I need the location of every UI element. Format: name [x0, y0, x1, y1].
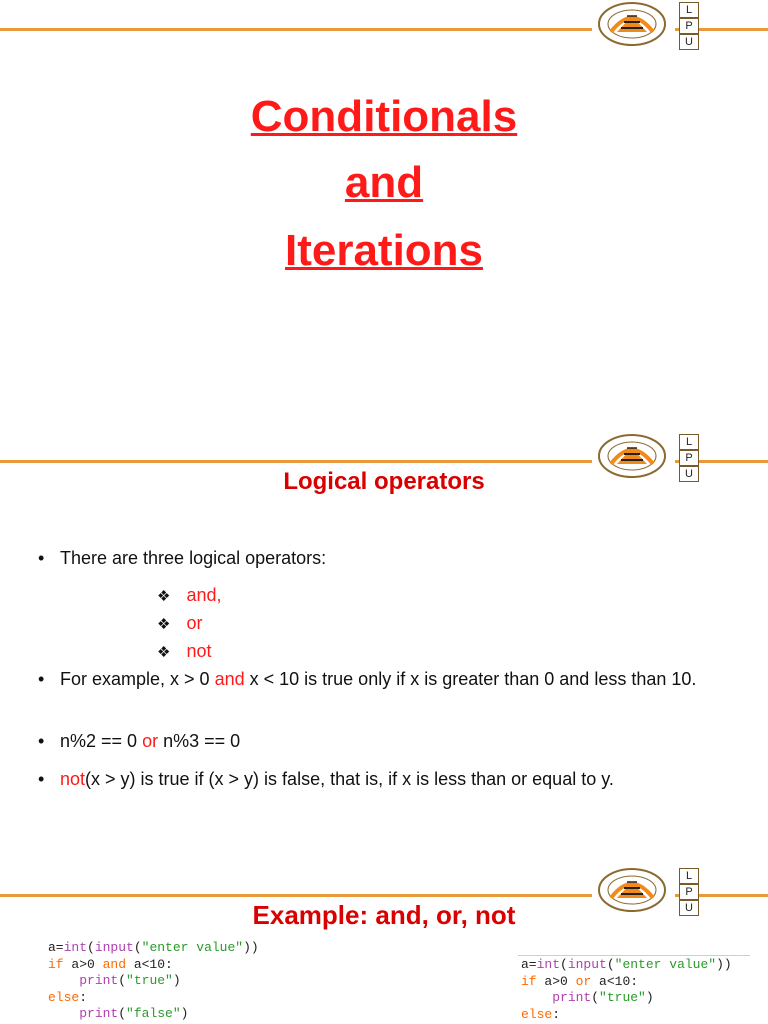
bullet-example-and: • For example, x > 0 and x < 10 is true only if x is greater than 0 and less than 10. [38, 669, 697, 689]
lpu-letter-u: U [679, 34, 699, 50]
bullet-intro: • There are three logical operators: [38, 548, 327, 568]
lpu-letter-l: L [679, 434, 699, 450]
diamond-bullet-icon: ❖ [157, 644, 171, 661]
code-divider [518, 955, 750, 956]
slide-example [0, 840, 768, 1024]
bullet-example-not: • not(x > y) is true if (x > y) is false, that is, if x is less than or equal to y. [38, 769, 614, 789]
bullet-example-or: • n%2 == 0 or n%3 == 0 [38, 731, 241, 751]
lpu-letter-p: P [679, 450, 699, 466]
slide-title [0, 0, 768, 420]
lpu-letter-u: U [679, 466, 699, 482]
lpu-letter-u: U [679, 900, 699, 916]
diamond-bullet-icon: ❖ [157, 588, 171, 605]
title-line-1: Conditionals [250, 92, 518, 141]
diamond-bullet-icon: ❖ [157, 616, 171, 633]
code-block-or: a=int(input("enter value")) if a>0 or a<10: print("true") else: [521, 957, 732, 1022]
header-rule [0, 28, 592, 31]
title-line-3: Iterations [284, 226, 484, 275]
lpu-emblem-icon [597, 2, 667, 46]
lpu-letter-p: P [679, 884, 699, 900]
header-rule [0, 460, 592, 463]
operator-and: ❖ and, [157, 585, 222, 605]
slide-heading: Example: and, or, not [252, 900, 516, 930]
operator-or: ❖ or [157, 613, 203, 633]
lpu-letter-l: L [679, 868, 699, 884]
slide-logical-operators [0, 430, 768, 830]
title-line-2: and [344, 158, 424, 207]
lpu-letter-p: P [679, 18, 699, 34]
code-block-and: a=int(input("enter value")) if a>0 and a<10: print("true") else: print("false") [48, 940, 259, 1021]
header-rule [0, 894, 592, 897]
lpu-letter-l: L [679, 2, 699, 18]
operator-not: ❖ not [157, 641, 212, 661]
slide-heading: Logical operators [283, 468, 485, 495]
